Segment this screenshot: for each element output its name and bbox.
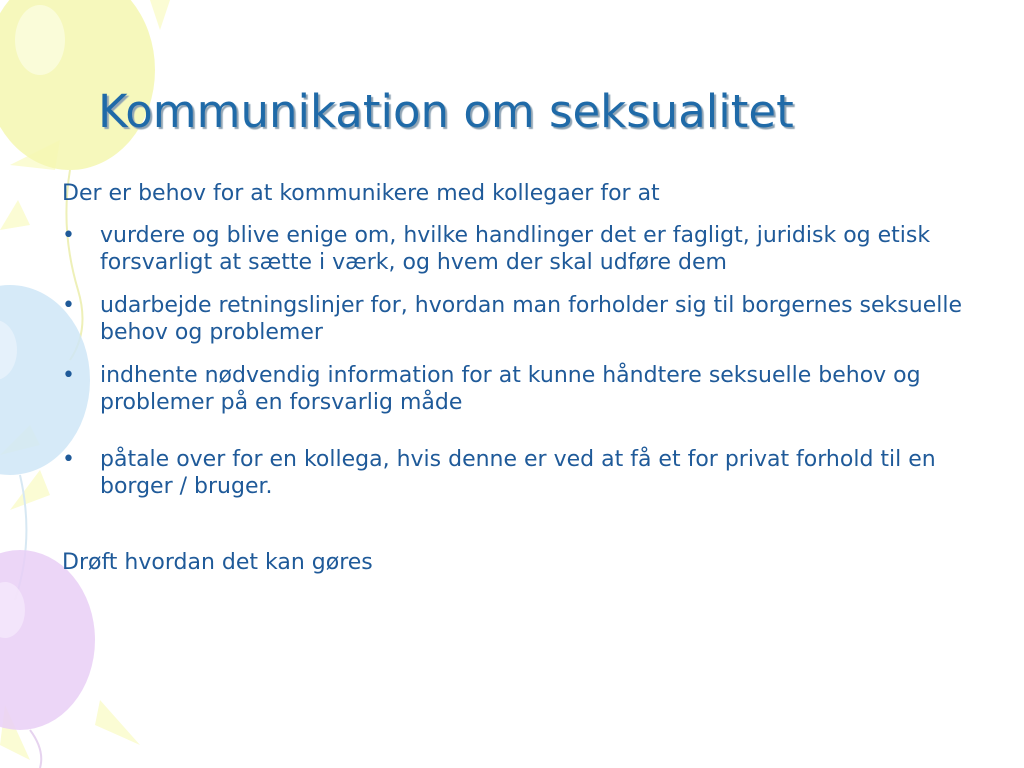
bullet-item [62, 446, 982, 500]
bullet-list [62, 222, 982, 500]
slide-body [62, 180, 982, 576]
intro-text: Der er behov for at kommunikere med kollegaer for at [62, 181, 660, 206]
bullet-dot-icon: • [62, 363, 75, 388]
bullet-dot-icon: • [62, 293, 75, 318]
bullet-dot-icon: • [62, 447, 75, 472]
bullet-text: indhente nødvendig information for at kunne håndtere seksuelle behov og problemer på en forsvarlig måde [100, 363, 921, 415]
closing-text: Drøft hvordan det kan gøres [62, 550, 373, 575]
bullet-item [62, 222, 982, 276]
bullet-text: påtale over for en kollega, hvis denne er ved at få et for privat forhold til en borger / bruger. [100, 447, 936, 499]
bullet-item [62, 362, 982, 416]
bullet-dot-icon: • [62, 223, 75, 248]
bullet-item [62, 292, 982, 346]
slide-title: Kommunikation om seksualitet [98, 85, 794, 138]
bullet-text: udarbejde retningslinjer for, hvordan man forholder sig til borgernes seksuelle behov og problemer [100, 293, 962, 345]
bullet-text: vurdere og blive enige om, hvilke handlinger det er fagligt, juridisk og etisk forsvarligt at sætte i værk, og hvem der skal udføre dem [100, 223, 931, 275]
